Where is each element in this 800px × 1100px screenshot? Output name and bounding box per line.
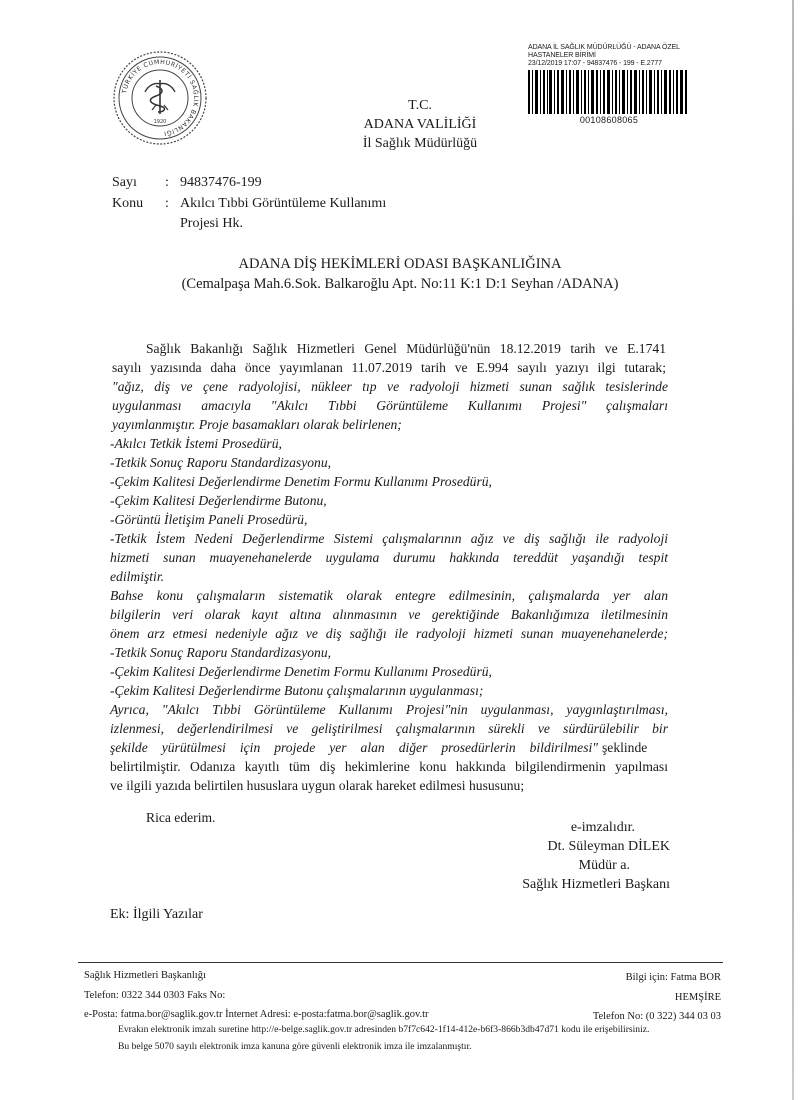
signature-name: Dt. Süleyman DİLEK	[547, 839, 670, 854]
seal-ring-text: TÜRKİYE CUMHURİYETİ SAĞLIK BAKANLIĞI	[121, 58, 200, 137]
closing: Rica ederim.	[146, 810, 216, 825]
footer-law: Bu belge 5070 sayılı elektronik imza kanuna göre güvenli elektronik imza ile imzalanmıştır.	[118, 1041, 472, 1052]
list-item-cont: hizmeti sunan muayenehanelerde uygulama durumu hakkında tereddüt yaşandığı tespit	[110, 550, 668, 565]
list-item: -Akılcı Tetkik İstemi Prosedürü,	[110, 436, 282, 451]
footer-role: HEMŞİRE	[674, 992, 721, 1003]
page-edge	[792, 0, 794, 1100]
body-line: uygulanması amacıyla "Akılcı Tıbbi Görüntüleme Kullanımı Projesi" çalışmaları	[112, 398, 668, 413]
list-item: -Çekim Kalitesi Değerlendirme Butonu çalışmalarının uygulanması;	[110, 683, 484, 698]
addressee-title: ADANA DİŞ HEKİMLERİ ODASI BAŞKANLIĞINA	[238, 256, 562, 272]
barcode-line-3: 23/12/2019 17:07 - 94837476 - 199 - E.2777	[528, 60, 662, 67]
sayi-colon: :	[165, 175, 169, 190]
footer-phone-2: Telefon No: (0 322) 344 03 03	[592, 1011, 721, 1022]
konu-value: Akılcı Tıbbi Görüntüleme Kullanımı	[180, 196, 387, 211]
sayi-label: Sayı	[112, 175, 137, 190]
list-item: -Tetkik Sonuç Raporu Standardizasyonu,	[110, 455, 332, 470]
footer-divider	[78, 962, 723, 963]
konu-label: Konu	[112, 196, 144, 211]
body-line: "ağız, diş ve çene radyolojisi, nükleer tıp ve radyoloji hizmeti sunan sağlık tesislerinde	[112, 379, 668, 394]
signature-title-2: Sağlık Hizmetleri Başkanı	[522, 877, 670, 892]
body-line: sayılı yazısında daha önce yayımlanan 11.07.2019 tarih ve E.994 sayılı yazıyı ilgi tutarak;	[112, 360, 666, 375]
list-item: -Tetkik İstem Nedeni Değerlendirme Sistemi çalışmalarının ağız ve diş sağlığı ile radyoloji	[110, 531, 668, 546]
body-line: şeklinde	[602, 740, 648, 755]
list-item: -Tetkik Sonuç Raporu Standardizasyonu,	[110, 645, 332, 660]
body-line: ve ilgili yazıda belirtilen hususlara uygun olarak hareket edilmesi hususunu;	[110, 778, 525, 793]
body-line: Ayrıca, "Akılcı Tıbbi Görüntüleme Kullanımı Projesi"nin uygulanması, yaygınlaştırılması,	[110, 702, 668, 717]
barcode-line-1: ADANA İL SAĞLIK MÜDÜRLÜĞÜ - ADANA ÖZEL	[528, 44, 680, 51]
footer-verify: Evrakın elektronik imzalı suretine http://e-belge.saglik.gov.tr adresinden b7f7c642-1f14-412e-b6f3-866b3db47d71 kodu ile erişebilirsiniz.	[118, 1024, 650, 1035]
ministry-seal-icon	[112, 50, 208, 146]
list-item: -Çekim Kalitesi Değerlendirme Denetim Formu Kullanımı Prosedürü,	[110, 474, 492, 489]
header-governorship: ADANA VALİLİĞİ	[363, 117, 477, 132]
body-line: izlenmesi, değerlendirilmesi ve geliştirilmesi çalışmalarının sürekli ve sürdürülebilir bir	[110, 721, 668, 736]
signature-eimza: e-imzalıdır.	[570, 820, 635, 835]
body-line: yayımlanmıştır. Proje basamakları olarak belirlenen;	[112, 417, 402, 432]
addressee-address: (Cemalpaşa Mah.6.Sok. Balkaroğlu Apt. No:11 K:1 D:1 Seyhan /ADANA)	[181, 276, 619, 292]
body-line: Sağlık Bakanlığı Sağlık Hizmetleri Genel Müdürlüğü'nün 18.12.2019 tarih ve E.1741	[146, 341, 666, 356]
list-item: -Çekim Kalitesi Değerlendirme Denetim Formu Kullanımı Prosedürü,	[110, 664, 492, 679]
signature-title-1: Müdür a.	[578, 858, 630, 873]
footer-info: Bilgi için: Fatma BOR	[625, 972, 721, 983]
header-tc: T.C.	[408, 98, 432, 113]
seal-year: 1920	[153, 119, 167, 125]
footer-dept: Sağlık Hizmetleri Başkanlığı	[84, 970, 206, 981]
list-item: -Görüntü İletişim Paneli Prosedürü,	[110, 512, 308, 527]
footer-email: e-Posta: fatma.bor@saglik.gov.tr İnternet Adresi: e-posta:fatma.bor@saglik.gov.tr	[84, 1009, 429, 1020]
attachment: Ek: İlgili Yazılar	[110, 907, 203, 922]
document-barcode	[528, 44, 690, 125]
barcode-bars-icon	[528, 70, 688, 114]
body-line: Bahse konu çalışmaların sistematik olarak entegre edilmesinin, çalışmalarda yer alan	[110, 588, 668, 603]
ministry-seal	[112, 50, 208, 146]
barcode-number: 00108608065	[579, 115, 639, 125]
sayi-value: 94837476-199	[180, 175, 262, 190]
konu-colon: :	[165, 196, 169, 211]
list-item-cont: edilmiştir.	[110, 569, 165, 584]
header-directorate: İl Sağlık Müdürlüğü	[362, 136, 478, 151]
body-line: şekilde yürütülmesi için projede yer alan diğer prosedürlerin bildirilmesi"	[110, 740, 598, 755]
body-line: bilgilerin veri olarak kayıt altına alınmasının ve gerektiğinde Bakanlığımıza iletilmesinin	[110, 607, 668, 622]
konu-value-cont: Projesi Hk.	[180, 216, 243, 231]
list-item: -Çekim Kalitesi Değerlendirme Butonu,	[110, 493, 327, 508]
barcode-line-2: HASTANELER BİRİMİ	[528, 52, 596, 59]
footer-phone: Telefon: 0322 344 0303 Faks No:	[84, 990, 226, 1001]
body-line: belirtilmiştir. Odanıza kayıtlı tüm diş hekimlerine konu hakkında bilgilendirmenin yapılması	[110, 759, 668, 774]
body-line: önem arz etmesi nedeniyle ağız ve diş sağlığı ile radyoloji hizmeti sunan muayenehanelerde;	[110, 626, 668, 641]
